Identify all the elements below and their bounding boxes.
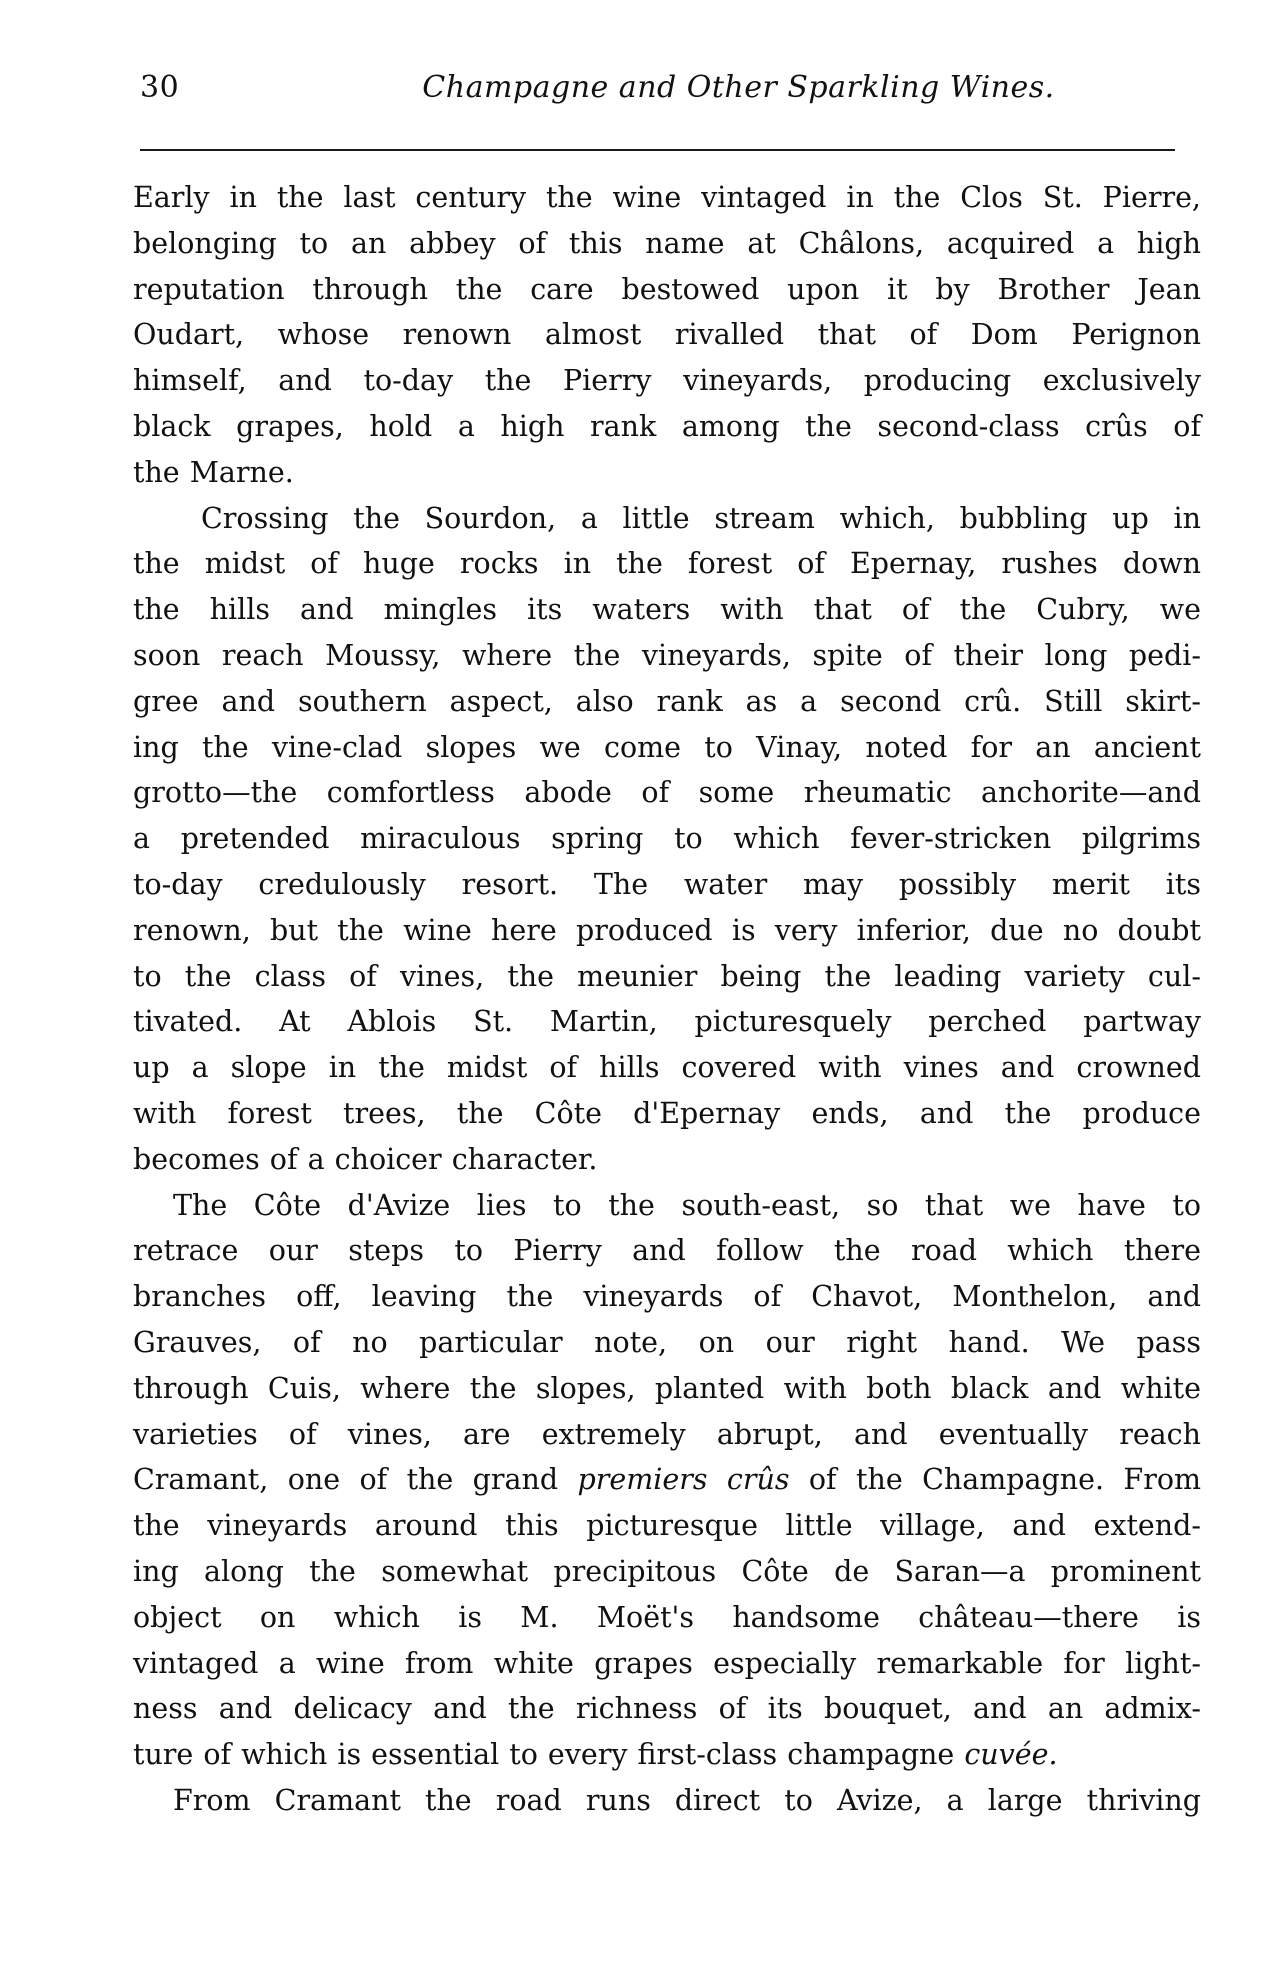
text-line: to the class of vines, the meunier being the leading variety cul- — [133, 959, 1201, 993]
text-line: varieties of vines, are extremely abrupt, and eventually reach — [133, 1417, 1201, 1451]
italic-word-cuvee: cuvée. — [964, 1738, 1058, 1772]
text-line: tivated. At Ablois St. Martin, picturesquely perched partway — [133, 1005, 1201, 1039]
text-line: himself, and to-day the Pierry vineyards, producing exclusively — [133, 364, 1201, 398]
text-line-cuvee — [133, 1732, 1201, 1778]
text-line: ing along the somewhat precipitous Côte de Saran—a prominent — [133, 1554, 1201, 1588]
text-line: vintaged a wine from white grapes especially remarkable for light- — [133, 1646, 1201, 1680]
text-line: soon reach Moussy, where the vineyards, spite of their long pedi- — [133, 638, 1201, 672]
text-line: Grauves, of no particular note, on our right hand. We pass — [133, 1325, 1201, 1359]
text-line: with forest trees, the Côte d'Epernay ends, and the produce — [133, 1096, 1201, 1130]
text-line: ing the vine-clad slopes we come to Vinay, noted for an ancient — [133, 730, 1201, 764]
text-line: Early in the last century the wine vintaged in the Clos St. Pierre, — [133, 181, 1201, 214]
text-line: From Cramant the road runs direct to Avize, a large thriving — [173, 1783, 1201, 1817]
text-line: through Cuis, where the slopes, planted with both black and white — [133, 1371, 1201, 1405]
text-line: reputation through the care bestowed upon it by Brother Jean — [133, 272, 1201, 306]
text-line: becomes of a choicer character. — [133, 1142, 598, 1176]
paragraph-clos-st-pierre — [133, 175, 1201, 496]
text-line: the hills and mingles its waters with that of the Cubry, we — [133, 593, 1201, 627]
text-fragment: of the Champagne. From — [789, 1463, 1202, 1497]
text-line: black grapes, hold a high rank among the second-class crûs of — [133, 409, 1201, 443]
text-line: object on which is M. Moët's handsome château—there is — [133, 1600, 1201, 1634]
paragraph-cramant-to-avize — [133, 1778, 1201, 1824]
paragraph-cote-d-avize — [133, 1183, 1201, 1778]
running-title: Champagne and Other Sparkling Wines. — [422, 70, 1055, 105]
text-line: a pretended miraculous spring to which fever-stricken pilgrims — [133, 822, 1201, 856]
text-line-premiers-crus — [133, 1457, 1201, 1503]
page-number: 30 — [140, 70, 180, 105]
page-header — [140, 70, 1177, 120]
text-line: branches off, leaving the vineyards of Chavot, Monthelon, and — [133, 1280, 1201, 1314]
text-line: up a slope in the midst of hills covered with vines and crowned — [133, 1051, 1201, 1085]
text-line: Oudart, whose renown almost rivalled that of Dom Perignon — [133, 318, 1201, 352]
text-line: renown, but the wine here produced is very inferior, due no doubt — [133, 913, 1201, 947]
text-fragment: Cramant, one of the grand — [133, 1463, 578, 1497]
text-line: retrace our steps to Pierry and follow the road which there — [133, 1234, 1201, 1268]
text-line: ness and delicacy and the richness of its bouquet, and an admix- — [133, 1692, 1201, 1726]
text-line: gree and southern aspect, also rank as a second crû. Still skirt- — [133, 684, 1201, 718]
text-line: belonging to an abbey of this name at Châlons, acquired a high — [133, 226, 1201, 260]
text-fragment: ture of which is essential to every first-class champagne — [133, 1738, 965, 1772]
text-line: the midst of huge rocks in the forest of Epernay, rushes down — [133, 547, 1201, 581]
text-line: grotto—the comfortless abode of some rheumatic anchorite—and — [133, 776, 1201, 810]
body-text — [133, 175, 1201, 1824]
text-line: Crossing the Sourdon, a little stream which, bubbling up in — [201, 501, 1201, 535]
text-line: the vineyards around this picturesque little village, and extend- — [133, 1509, 1201, 1543]
text-line: The Côte d'Avize lies to the south-east, so that we have to — [173, 1188, 1201, 1222]
header-rule — [140, 149, 1175, 151]
text-line: to-day credulously resort. The water may possibly merit its — [133, 867, 1201, 901]
text-line: the Marne. — [133, 455, 294, 489]
paragraph-sourdon — [133, 496, 1201, 1183]
italic-phrase-premiers-crus: premiers crûs — [577, 1463, 790, 1497]
